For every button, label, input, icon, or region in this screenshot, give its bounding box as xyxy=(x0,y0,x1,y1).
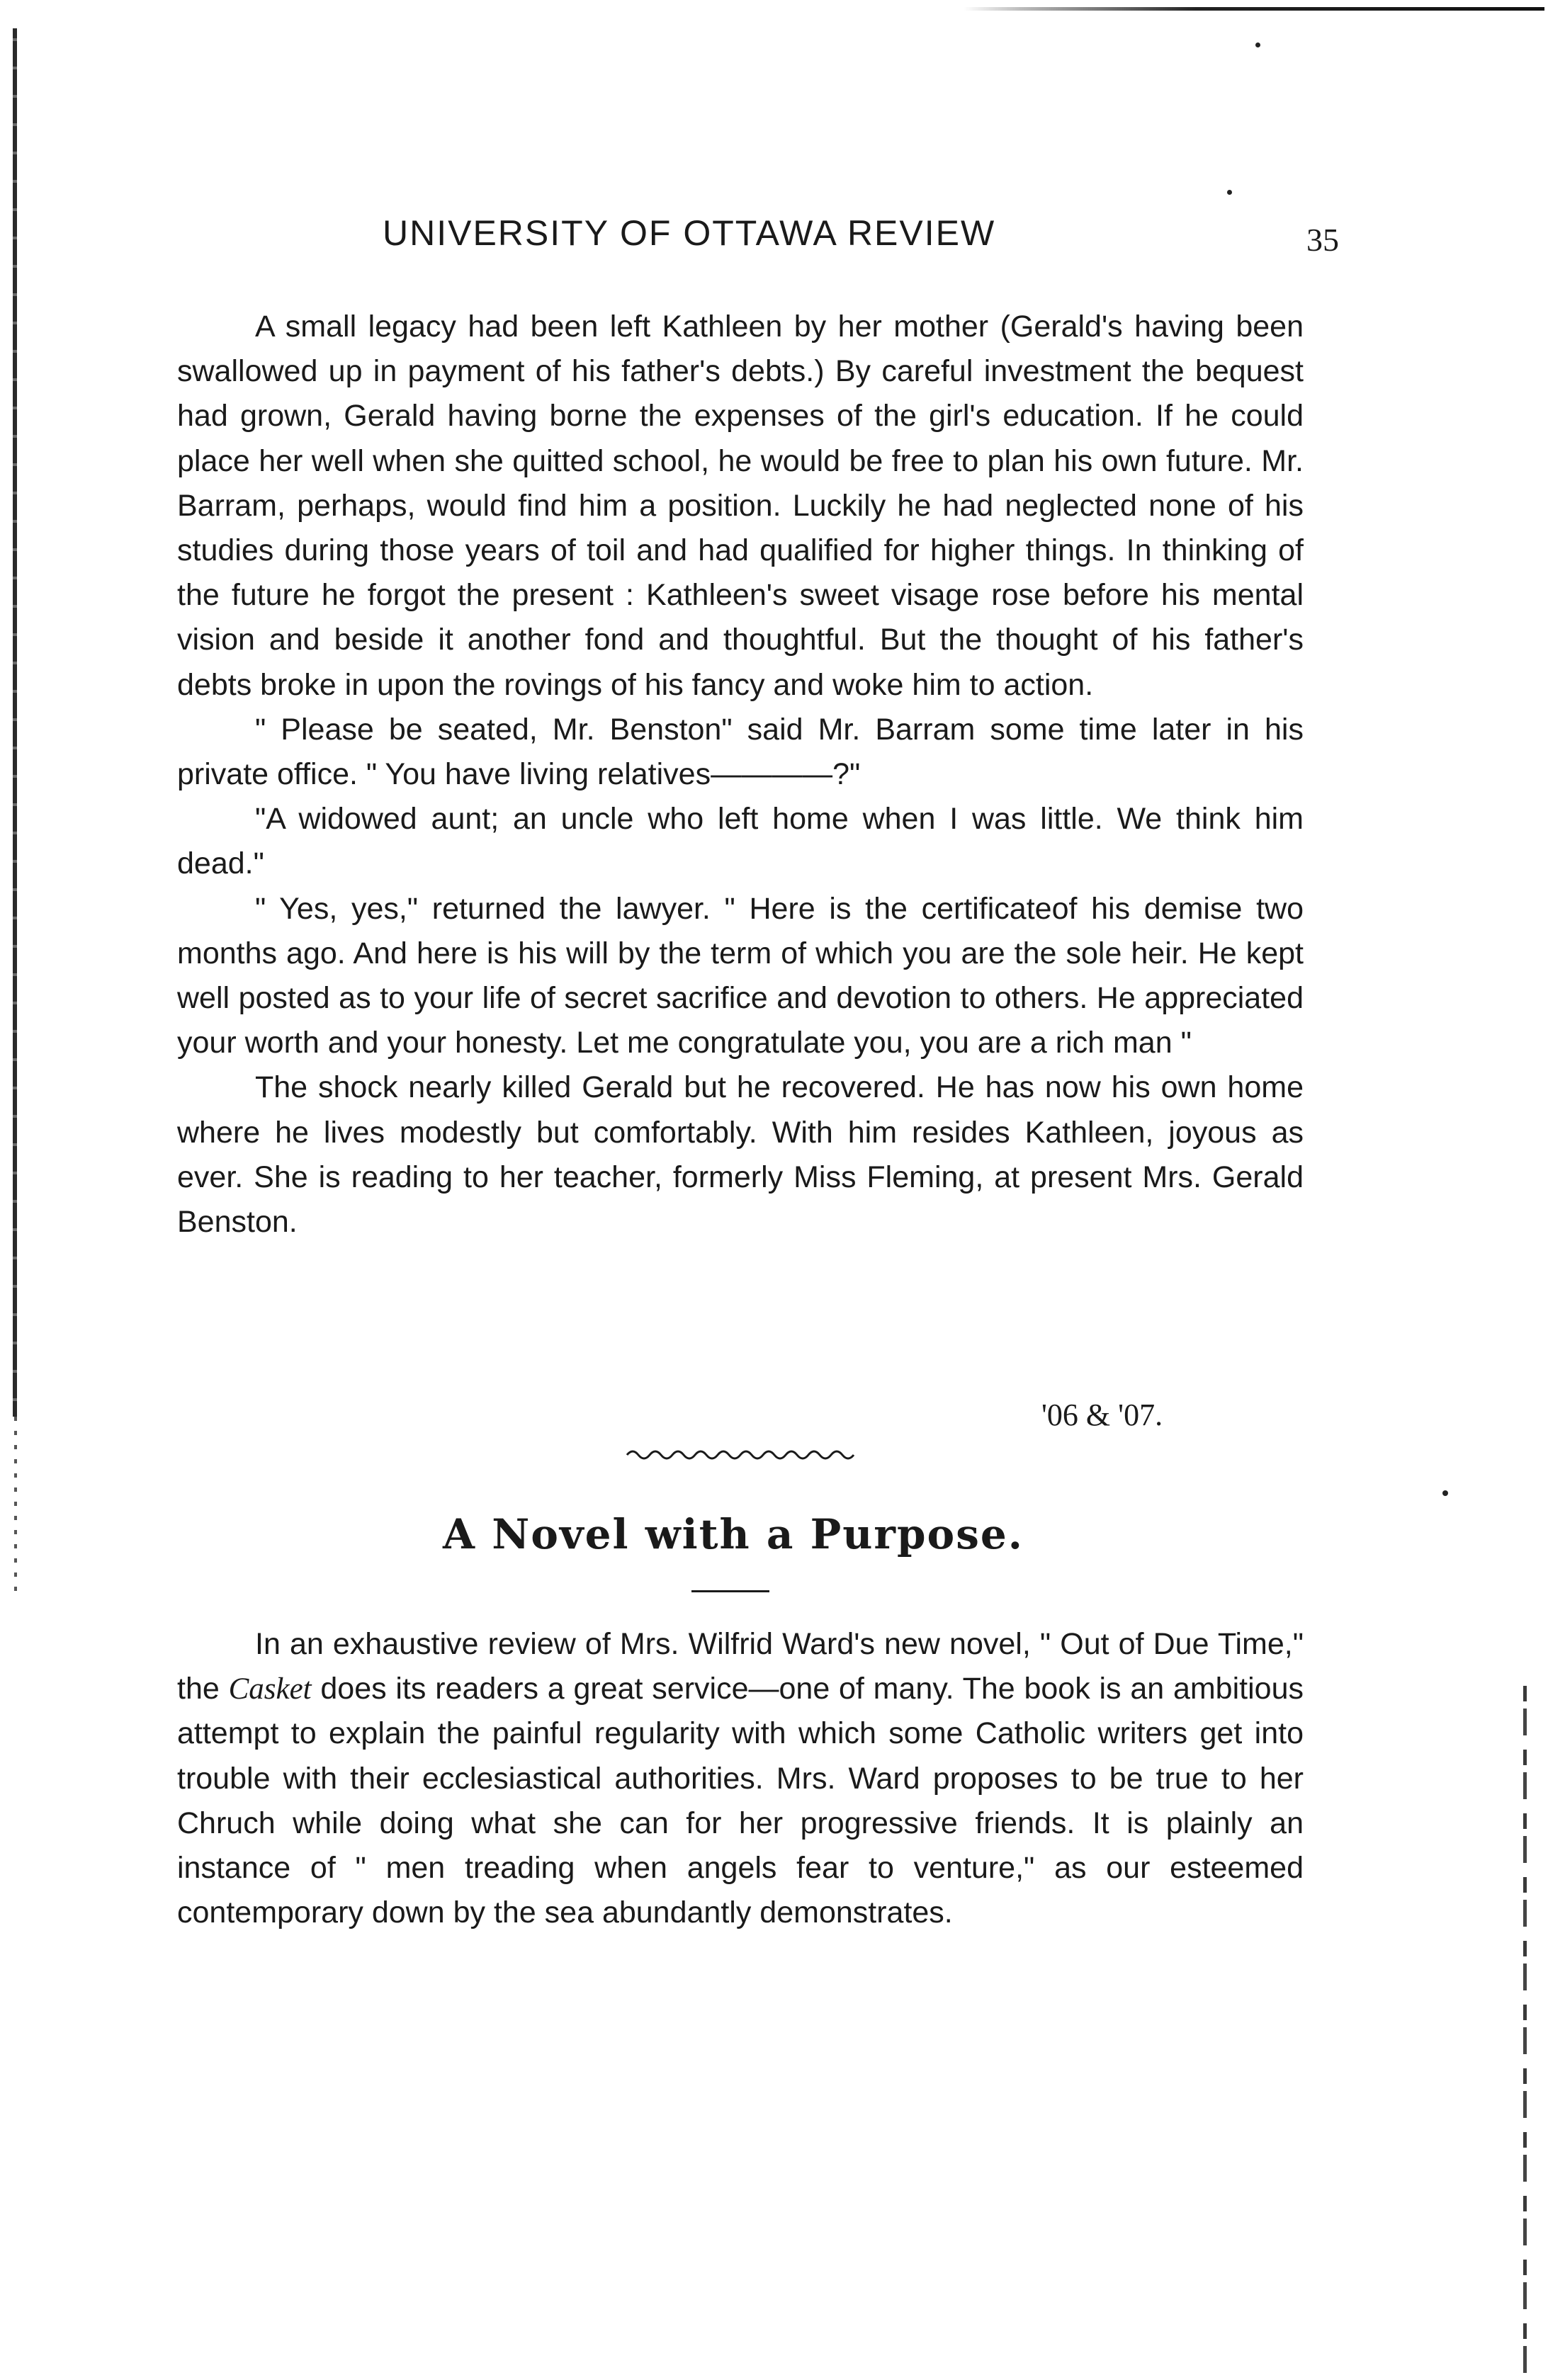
casket-italic: Casket xyxy=(228,1672,312,1706)
page-header xyxy=(383,212,1339,269)
story-paragraph: The shock nearly killed Gerald but he recovered. He has now his own home where he lives modestly but comfortably. With him resides Kathleen, joyous as ever. She is reading to her teacher, formerly Miss Fleming, at present Mrs. Gerald Benston. xyxy=(177,1070,1304,1240)
scan-top-rule xyxy=(964,7,1544,11)
title-rule xyxy=(691,1590,769,1592)
story-signature: '06 & '07. xyxy=(1041,1398,1163,1432)
scan-left-edge-tail xyxy=(14,1417,17,1601)
wavy-divider-ornament xyxy=(623,1445,857,1470)
scan-left-binding-edge xyxy=(13,28,17,1417)
article-text-before-casket: In an exhaustive review of Mrs. Wilfrid Ward's new novel, " Out of Due Time," the xyxy=(177,1627,1304,1706)
article-paragraph xyxy=(177,1622,1304,1935)
story-text xyxy=(177,305,1304,1245)
scan-speck xyxy=(1255,42,1260,47)
running-head: UNIVERSITY OF OTTAWA REVIEW xyxy=(383,213,996,253)
story-paragraph: " Please be seated, Mr. Benston" said Mr. Barram some time later in his private office. " You have living relatives————?" xyxy=(177,712,1304,792)
page-number: 35 xyxy=(1306,222,1339,258)
article-text-after-casket: does its readers a great service—one of many. The book is an ambitious attempt to explain the painful regularity with which some Catholic writers get into trouble with their ecclesiastical authorities. Mrs. Ward proposes to be true to her Chruch while doing what she can for her progressive friends. It is plainly an instance of " men treading when angels fear to venture," as our esteemed contemporary down by the sea abundantly demonstrates. xyxy=(177,1672,1304,1930)
scan-speck xyxy=(1442,1490,1448,1496)
story-paragraph: A small legacy had been left Kathleen by her mother (Gerald's having been swallowed up in payment of his father's debts.) By careful investment the bequest had grown, Gerald having borne the expenses of the girl's education. If he could place her well when she quitted school, he would be free to plan his own future. Mr. Barram, perhaps, would find him a position. Luckily he had neglected none of his studies during those years of toil and had qualified for higher things. In thinking of the future he forgot the present : Kathleen's sweet visage rose before his mental vision and beside it another fond and thoughtful. But the thought of his father's debts broke in upon the rovings of his fancy and woke him to action. xyxy=(177,310,1304,702)
story-paragraph: " Yes, yes," returned the lawyer. " Here is the certificateof his demise two months ago. And here is his will by the term of which you are the sole heir. He kept well posted as to your life of secret sacrifice and devotion to others. He appreciated your worth and your honesty. Let me congratulate you, you are a rich man " xyxy=(177,891,1304,1060)
article-text xyxy=(177,1622,1304,1935)
scan-speck xyxy=(1227,190,1232,195)
article-title: A Novel with a Purpose. xyxy=(443,1510,1024,1558)
story-paragraph: "A widowed aunt; an uncle who left home when I was little. We think him dead." xyxy=(177,802,1304,881)
scan-right-edge xyxy=(1523,1686,1527,2380)
